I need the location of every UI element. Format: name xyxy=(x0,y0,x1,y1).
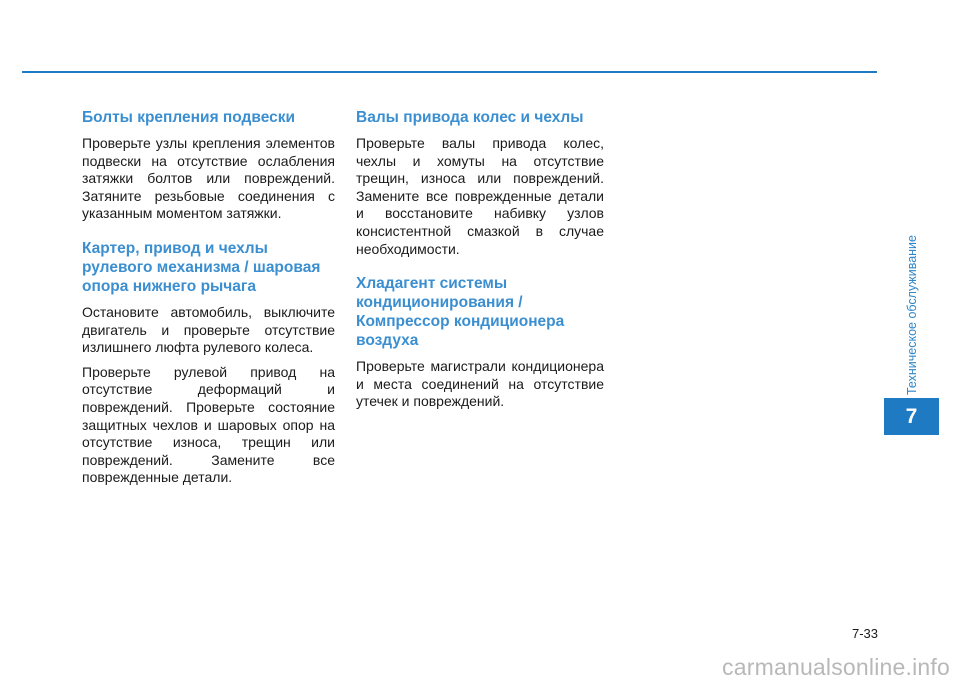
top-divider xyxy=(22,71,877,73)
section-paragraph: Проверьте валы привода колес, чехлы и хомуты на отсутствие трещин, износа или повреждений. Замените все поврежденные детали и восстановите набивку узлов консистентной смазкой в случае необходимости. xyxy=(356,135,604,257)
right-column xyxy=(356,108,604,427)
chapter-title-text: Техническое обслуживание xyxy=(905,235,919,395)
chapter-side-title xyxy=(883,230,941,400)
watermark: carmanualsonline.info xyxy=(722,654,950,680)
section-heading: Хладагент системы кондиционирования / Компрессор кондиционера воздуха xyxy=(356,275,565,350)
section-paragraph: Проверьте узлы крепления элементов подвески на отсутствие ослабления затяжки болтов или повреждений. Затяните резьбовые соединения с указанным моментом затяжки. xyxy=(82,135,335,222)
section-suspension-bolts xyxy=(82,108,335,223)
page-number: 7-33 xyxy=(851,626,878,641)
section-ac-refrigerant xyxy=(356,274,604,411)
section-heading: Болты крепления подвески xyxy=(82,109,296,126)
chapter-tab xyxy=(884,398,939,435)
section-heading: Картер, привод и чехлы рулевого механизма / шаровая опора нижнего рычага xyxy=(82,239,321,295)
section-heading: Валы привода колес и чехлы xyxy=(356,109,584,126)
section-paragraph: Остановите автомобиль, выключите двигатель и проверьте отсутствие излишнего люфта рулевого колеса. xyxy=(82,303,335,356)
section-paragraph: Проверьте магистрали кондиционера и места соединений на отсутствие утечек и повреждений. xyxy=(356,358,604,410)
section-steering-gear xyxy=(82,239,335,487)
chapter-number: 7 xyxy=(905,404,918,428)
section-paragraph: Проверьте рулевой привод на отсутствие деформаций и повреждений. Проверьте состояние защитных чехлов и шаровых опор на отсутствие износа, трещин или повреждений. Замените все поврежденные детали. xyxy=(82,363,335,486)
left-column xyxy=(82,108,335,503)
section-drive-shafts xyxy=(356,108,604,258)
